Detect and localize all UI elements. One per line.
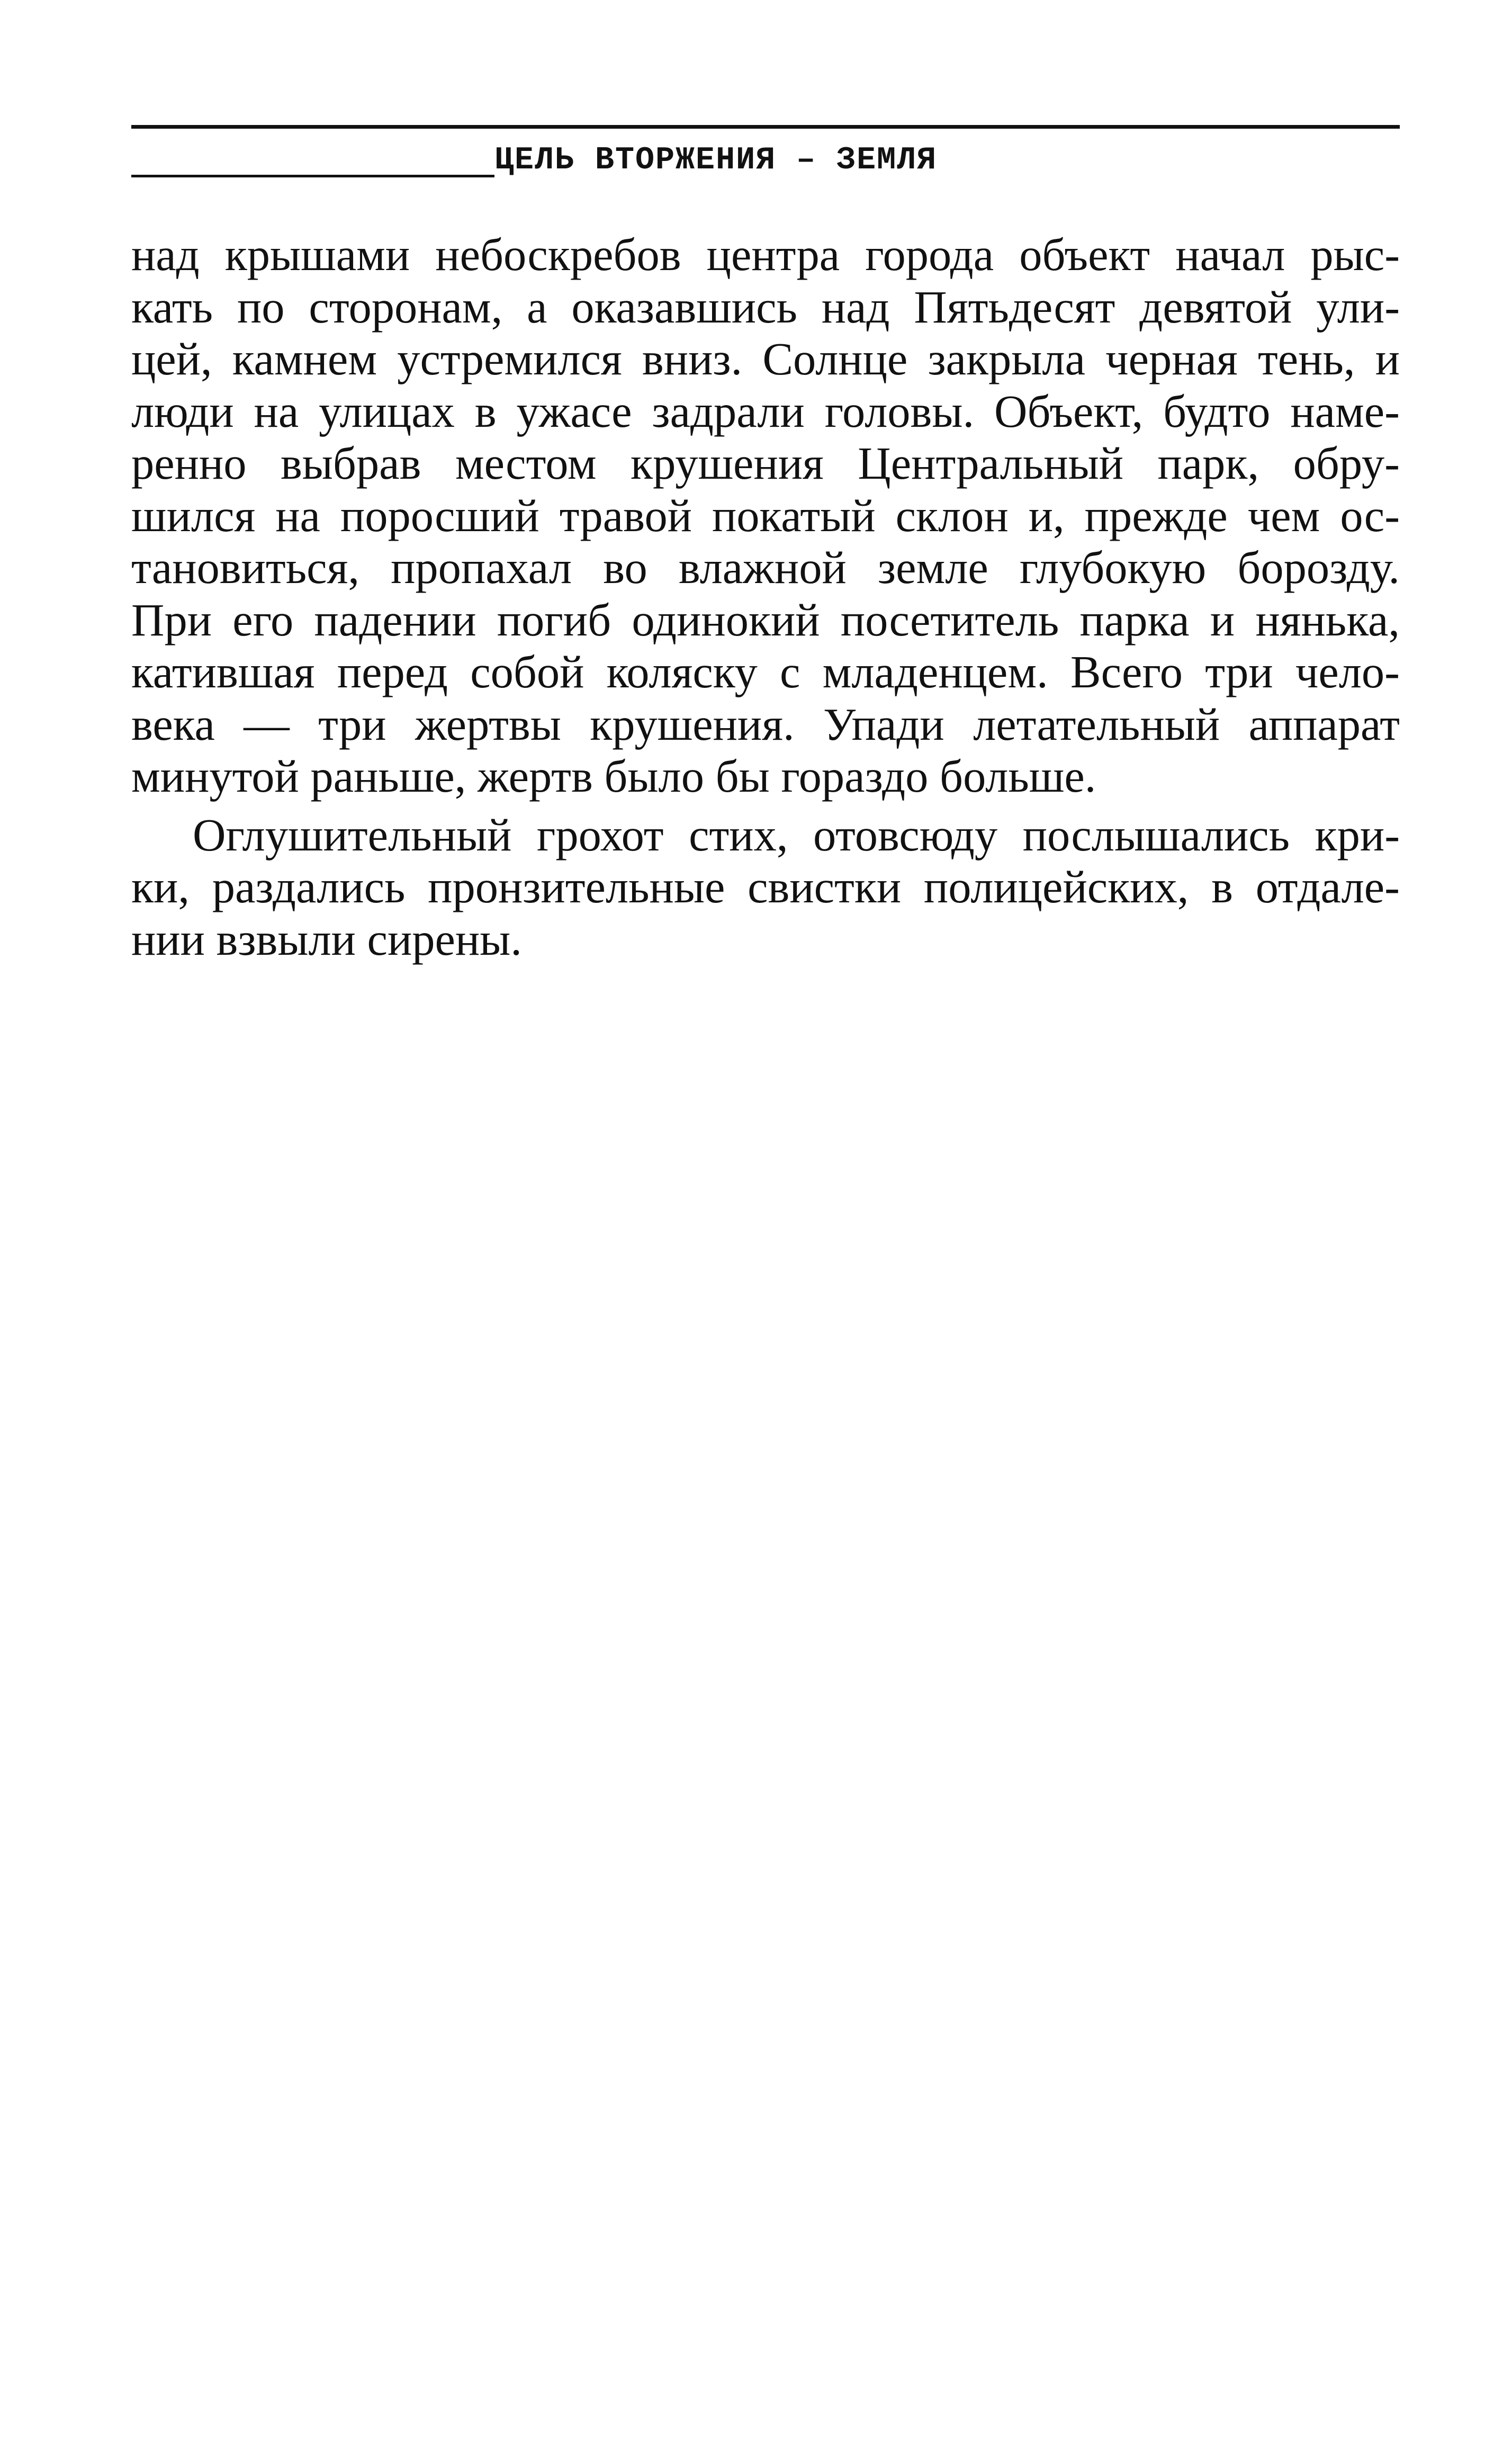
- paragraph-2: [131, 809, 1400, 966]
- text-line: нии взвыли сирены.: [131, 913, 522, 965]
- text-line: тановиться, пропахал во влажной земле глубокую борозду.: [131, 542, 1400, 593]
- text-line: цей, камнем устремился вниз. Солнце закрыла черная тень, и: [131, 334, 1400, 384]
- text-line: века — три жертвы крушения. Упади летательный аппарат: [131, 698, 1400, 750]
- text-line: ки, раздались пронзительные свистки полицейских, в отдале-: [131, 862, 1400, 912]
- running-head-rule: [131, 175, 494, 177]
- text-line: катившая перед собой коляску с младенцем. Всего три чело-: [131, 647, 1400, 697]
- text-line: кать по сторонам, а оказавшись над Пятьдесят девятой ули-: [131, 281, 1400, 333]
- text-line: над крышами небоскребов центра города объект начал рыс-: [131, 229, 1400, 280]
- top-rule: [131, 125, 1400, 129]
- text-line: шился на поросший травой покатый склон и, прежде чем ос-: [131, 490, 1400, 541]
- text-line: минутой раньше, жертв было бы гораздо больше.: [131, 751, 1096, 802]
- body-text: [131, 229, 1400, 965]
- text-line: люди на улицах в ужасе задрали головы. Объект, будто наме-: [131, 386, 1400, 437]
- text-line: Оглушительный грохот стих, отовсюду послышались кри-: [193, 809, 1400, 861]
- paragraph-gap: [131, 803, 1400, 809]
- running-head: [131, 142, 1400, 179]
- running-head-title: ЦЕЛЬ ВТОРЖЕНИЯ – ЗЕМЛЯ: [494, 142, 938, 178]
- text-line: ренно выбрав местом крушения Центральный парк, обру-: [131, 438, 1400, 489]
- text-line: При его падении погиб одинокий посетитель парка и нянька,: [131, 594, 1400, 646]
- paragraph-1: [131, 229, 1400, 803]
